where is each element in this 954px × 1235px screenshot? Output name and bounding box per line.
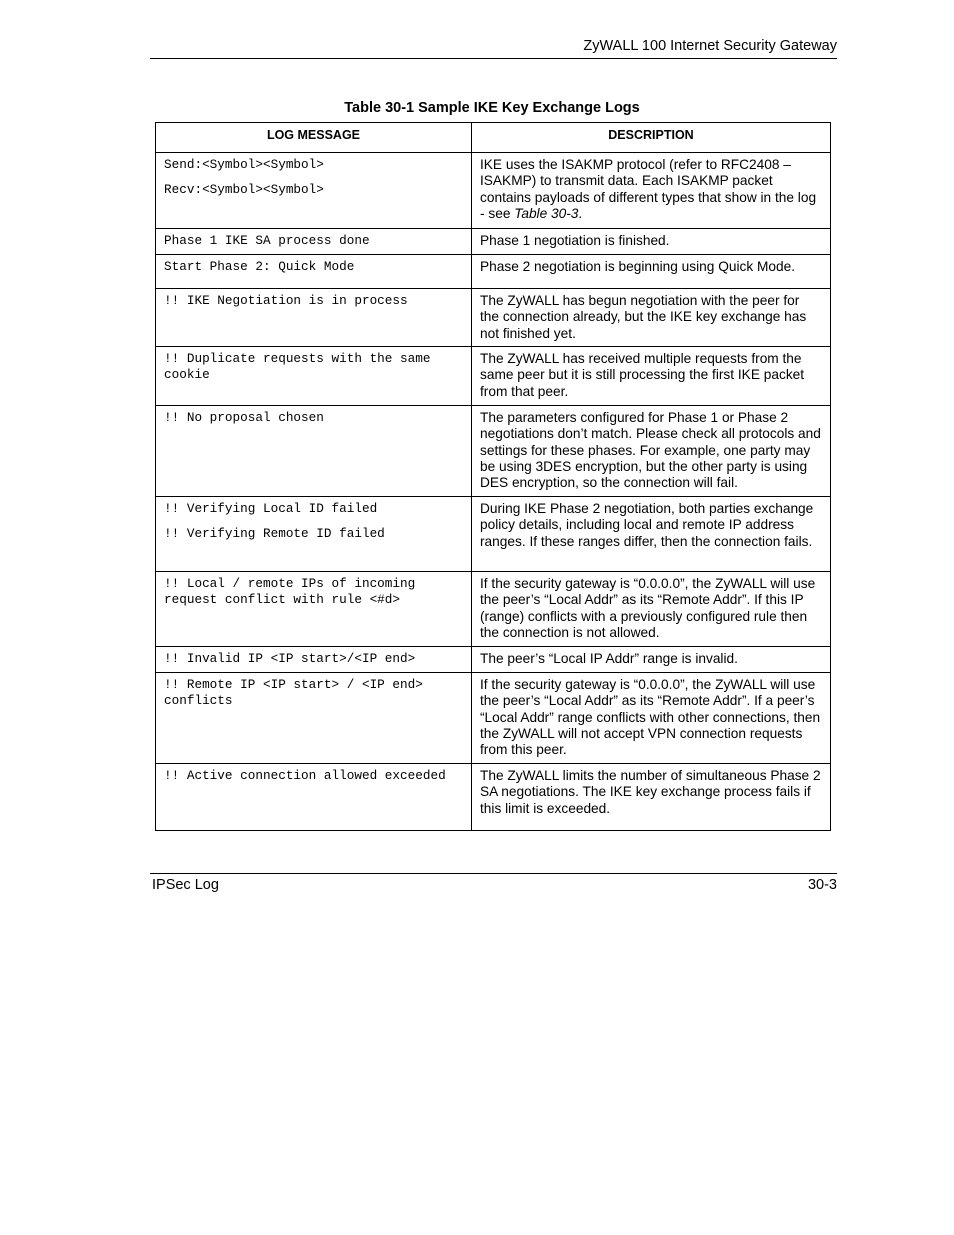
description-cell [472, 255, 831, 289]
log-message: !! Duplicate requests with the same cookie [164, 351, 431, 383]
log-message: !! Verifying Remote ID failed [164, 525, 385, 541]
log-message-cell [156, 255, 472, 289]
log-message-cell [156, 347, 472, 406]
log-message: !! No proposal chosen [164, 410, 324, 425]
log-message: Phase 1 IKE SA process done [164, 233, 370, 248]
table-header-row [156, 123, 831, 153]
log-message: Recv:<Symbol><Symbol> [164, 181, 324, 197]
table-row [156, 572, 831, 647]
table-row [156, 229, 831, 255]
description-cell [472, 406, 831, 497]
description-cell [472, 289, 831, 347]
description-cell [472, 347, 831, 406]
description-text: The ZyWALL limits the number of simultaneous Phase 2 SA negotiations. The IKE key exchange process fails if this limit is exceeded. [480, 768, 821, 816]
page-header [150, 38, 837, 59]
description-text-end: . [578, 205, 583, 221]
log-message: !! Active connection allowed exceeded [164, 768, 446, 783]
table-row [156, 153, 831, 229]
table-row [156, 764, 831, 831]
log-message: !! Invalid IP <IP start>/<IP end> [164, 651, 416, 666]
table-row [156, 647, 831, 673]
log-message: Send:<Symbol><Symbol> [164, 157, 324, 172]
table-reference-link: Table 30-3 [514, 205, 579, 221]
description-text: The ZyWALL has begun negotiation with the peer for the connection already, but the IKE key exchange has not finished yet. [480, 293, 807, 341]
description-text: Phase 1 negotiation is finished. [480, 233, 670, 248]
description-cell [472, 764, 831, 831]
log-message-cell [156, 572, 472, 647]
column-header-log-message: LOG MESSAGE [156, 123, 472, 153]
description-cell [472, 647, 831, 673]
table-row [156, 255, 831, 289]
description-cell [472, 572, 831, 647]
description-text: The ZyWALL has received multiple requests from the same peer but it is still processing the first IKE packet from that peer. [480, 351, 805, 399]
log-message: !! Remote IP <IP start> / <IP end> conflicts [164, 677, 423, 709]
column-header-description: DESCRIPTION [472, 123, 831, 153]
footer-page-number: 30-3 [807, 877, 837, 893]
log-message-cell [156, 289, 472, 347]
table-row [156, 347, 831, 406]
description-cell [472, 673, 831, 764]
log-message: Start Phase 2: Quick Mode [164, 259, 355, 274]
log-message: !! Local / remote IPs of incoming request conflict with rule <#d> [164, 576, 416, 608]
log-message-cell [156, 153, 472, 229]
description-text: Phase 2 negotiation is beginning using Quick Mode. [480, 259, 796, 274]
description-text: During IKE Phase 2 negotiation, both parties exchange policy details, including local and remote IP address ranges. If these ranges differ, then the connection fails. [480, 501, 814, 549]
footer-section: IPSec Log [152, 877, 219, 893]
page-footer [150, 873, 837, 893]
log-message-cell [156, 764, 472, 831]
header-title: ZyWALL 100 Internet Security Gateway [583, 38, 837, 54]
table-row [156, 497, 831, 572]
log-message: !! Verifying Local ID failed [164, 501, 378, 516]
description-cell [472, 229, 831, 255]
table-row [156, 406, 831, 497]
description-text: If the security gateway is “0.0.0.0”, the ZyWALL will use the peer’s “Local Addr” as its “Remote Addr”. If a peer’s “Local Addr” range conflicts with other connections, then the ZyWALL will not accept VPN connection requests from this peer. [480, 677, 821, 758]
description-text: The parameters configured for Phase 1 or Phase 2 negotiations don’t match. Please check all protocols and settings for these phases. For example, one party may be using 3DES encryption, but the other party is using DES encryption, so the connection will fail. [480, 410, 821, 491]
description-text: IKE uses the ISAKMP protocol (refer to RFC2408 – ISAKMP) to transmit data. Each ISAKMP packet contains payloads of different types that show in the log - see [480, 157, 817, 221]
log-message: !! IKE Negotiation is in process [164, 293, 408, 308]
table-row [156, 673, 831, 764]
log-message-cell [156, 229, 472, 255]
ike-log-table [155, 122, 831, 831]
description-cell [472, 497, 831, 572]
log-message-cell [156, 673, 472, 764]
log-message-cell [156, 497, 472, 572]
description-cell [472, 153, 831, 229]
description-text: The peer’s “Local IP Addr” range is invalid. [480, 651, 738, 666]
table-title: Table 30-1 Sample IKE Key Exchange Logs [344, 100, 640, 116]
log-message-cell [156, 647, 472, 673]
table-row [156, 289, 831, 347]
log-message-cell [156, 406, 472, 497]
description-text: If the security gateway is “0.0.0.0”, the ZyWALL will use the peer’s “Local Addr” as its “Remote Addr”. If this IP (range) conflicts with a previously configured rule then the connection is not allowed. [480, 576, 816, 640]
